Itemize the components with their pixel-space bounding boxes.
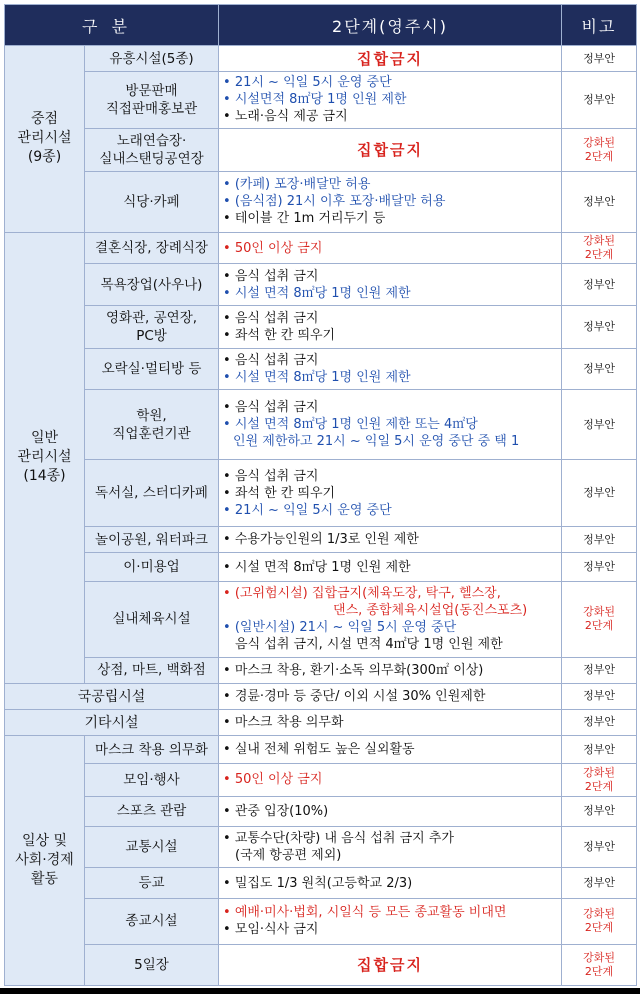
facility-cell <box>85 46 219 72</box>
remark-label: 강화된 <box>583 234 615 248</box>
remark-cell <box>562 657 637 683</box>
remark-cell <box>562 581 637 657</box>
group-label: 관리시설 <box>17 449 72 466</box>
facility-name: 학원, <box>136 407 167 424</box>
remark-label: 정부안 <box>583 194 615 208</box>
rule-line: • 경륜·경마 등 중단/ 이외 시설 30% 인원제한 <box>223 688 486 704</box>
remark-cell <box>562 683 637 709</box>
table-row <box>5 128 637 171</box>
facility-name: 결혼식장, 장례식장 <box>95 240 208 257</box>
remark-label: 정부안 <box>583 663 615 677</box>
rule-cell <box>219 305 562 348</box>
remark-label: 정부안 <box>583 532 615 546</box>
facility-cell <box>85 459 219 526</box>
facility-name: 실내스탠딩공연장 <box>99 150 204 167</box>
remark-label: 강화된 <box>583 135 615 149</box>
table-row <box>5 232 637 264</box>
rule-cell <box>219 72 562 129</box>
rule-line: • 밀집도 1/3 원칙(고등학교 2/3) <box>223 875 413 891</box>
rule-line: • 마스크 착용 의무화 <box>223 714 344 730</box>
rule-cell <box>219 459 562 526</box>
facility-cell <box>85 305 219 348</box>
facility-name: 방문판매 <box>125 82 178 99</box>
rule-line: 인원 제한하고 21시 ~ 익일 5시 운영 중단 중 택 1 <box>233 434 520 450</box>
remark-label: 정부안 <box>583 92 615 106</box>
facility-cell <box>85 172 219 233</box>
facility-cell <box>85 128 219 171</box>
rule-line: • 음식 섭취 금지 <box>223 468 319 484</box>
rule-line: • 음식 섭취 금지 <box>223 310 319 326</box>
table-row <box>5 305 637 348</box>
facility-name: 유흥시설(5종) <box>109 50 194 67</box>
group-label: 중점 <box>30 111 59 128</box>
table-row <box>5 459 637 526</box>
rule-cell <box>219 390 562 460</box>
rule-line: • 50인 이상 금지 <box>223 772 323 788</box>
facility-cell <box>85 827 219 868</box>
remark-label: 2단계 <box>584 921 614 935</box>
remark-cell <box>562 264 637 305</box>
facility-name: 모임·행사 <box>123 771 180 788</box>
rule-cell <box>219 764 562 797</box>
remark-cell <box>562 305 637 348</box>
facility-name: 마스크 착용 의무화 <box>95 741 208 758</box>
remark-label: 정부안 <box>583 486 615 500</box>
rule-line: • (고위험시설) 집합금지(체육도장, 탁구, 헬스장, <box>223 586 501 602</box>
facility-cell <box>85 349 219 390</box>
rule-cell <box>219 128 562 171</box>
facility-name: 종교시설 <box>125 913 178 930</box>
group-cell-focus <box>5 46 85 233</box>
rule-cell <box>219 683 562 709</box>
remark-label: 강화된 <box>583 765 615 779</box>
rule-cell <box>219 657 562 683</box>
table-row <box>5 796 637 826</box>
facility-cell <box>85 898 219 944</box>
table-row <box>5 349 637 390</box>
remark-cell <box>562 46 637 72</box>
rule-line: • 시설 면적 8㎡당 1명 인원 제한 <box>223 370 411 386</box>
facility-name: 등교 <box>138 875 165 892</box>
facility-name: 교통시설 <box>125 839 178 856</box>
rule-line: • 시설 면적 8㎡당 1명 인원 제한 <box>223 559 411 575</box>
rule-cell <box>219 868 562 898</box>
rule-cell <box>219 581 562 657</box>
table-row <box>5 390 637 460</box>
header-remark: 비고 <box>562 5 637 46</box>
rule-line: • 시설 면적 8㎡당 1명 인원 제한 또는 4㎡당 <box>223 417 478 433</box>
remark-label: 정부안 <box>583 689 615 703</box>
table-row <box>5 868 637 898</box>
rule-line: • 시설 면적 8㎡당 1명 인원 제한 <box>223 285 411 301</box>
group-label: 관리시설 <box>17 130 72 147</box>
rule-line: • 테이블 간 1m 거리두기 등 <box>223 211 386 227</box>
rule-line: • 음식 섭취 금지 <box>223 400 319 416</box>
table-row <box>5 657 637 683</box>
facility-name: 실내체육시설 <box>112 611 191 628</box>
table-row <box>5 683 637 709</box>
table-row <box>5 827 637 868</box>
rule-line: • 관중 입장(10%) <box>223 803 329 819</box>
ban-label: 집합금지 <box>357 50 423 69</box>
facility-name: 오락실·멀티방 등 <box>101 361 202 378</box>
facility-cell <box>85 944 219 985</box>
remark-label: 정부안 <box>583 840 615 854</box>
rule-cell <box>219 172 562 233</box>
rule-cell <box>219 553 562 581</box>
table-row <box>5 72 637 129</box>
remark-label: 강화된 <box>583 605 615 619</box>
remark-label: 정부안 <box>583 51 615 65</box>
remark-cell <box>562 172 637 233</box>
remark-cell <box>562 527 637 553</box>
header-stage: 2단계(영주시) <box>219 5 562 46</box>
rule-line: • (음식점) 21시 이후 포장·배달만 허용 <box>223 194 446 210</box>
rule-line: • 노래·음식 제공 금지 <box>223 109 348 125</box>
facility-cell <box>85 735 219 763</box>
remark-cell <box>562 349 637 390</box>
table-row <box>5 581 637 657</box>
facility-name: 이·미용업 <box>123 559 180 576</box>
rule-cell <box>219 796 562 826</box>
facility-cell <box>85 796 219 826</box>
group-cell-public <box>5 683 219 709</box>
rule-line: • 모임·식사 금지 <box>223 922 319 938</box>
facility-name: 상점, 마트, 백화점 <box>97 662 206 679</box>
group-label: (9종) <box>27 149 62 166</box>
facility-cell <box>85 264 219 305</box>
remark-label: 강화된 <box>583 907 615 921</box>
bottom-bar <box>0 988 640 994</box>
remark-cell <box>562 944 637 985</box>
table-row <box>5 898 637 944</box>
facility-name: 영화관, 공연장, <box>105 309 198 326</box>
facility-cell <box>85 232 219 264</box>
remark-cell <box>562 898 637 944</box>
group-cell-other <box>5 709 219 735</box>
rule-line: • 실내 전체 위험도 높은 실외활동 <box>223 742 415 758</box>
table-row <box>5 527 637 553</box>
rule-cell <box>219 735 562 763</box>
remark-cell <box>562 232 637 264</box>
remark-label: 2단계 <box>584 149 614 163</box>
remark-label: 정부안 <box>583 742 615 756</box>
group-label: 기타시설 <box>84 715 139 732</box>
remark-label: 정부안 <box>583 319 615 333</box>
rule-line: • 수용가능인원의 1/3로 인원 제한 <box>223 532 419 548</box>
facility-cell <box>85 527 219 553</box>
rule-cell <box>219 264 562 305</box>
remark-cell <box>562 764 637 797</box>
remark-cell <box>562 72 637 129</box>
rule-line: • 예배·미사·법회, 시일식 등 모든 종교활동 비대면 <box>223 905 507 921</box>
remark-label: 정부안 <box>583 560 615 574</box>
facility-name: 독서실, 스터디카페 <box>95 485 208 502</box>
rule-line: (국제 항공편 제외) <box>235 848 342 864</box>
facility-cell <box>85 390 219 460</box>
facility-name: 직업훈련기관 <box>112 425 191 442</box>
rule-line: • 50인 이상 금지 <box>223 240 323 256</box>
ban-label: 집합금지 <box>357 956 423 975</box>
rule-line: • 좌석 한 칸 띄우기 <box>223 485 336 501</box>
rule-line: • (일반시설) 21시 ~ 익일 5시 운영 중단 <box>223 620 457 636</box>
rule-cell <box>219 232 562 264</box>
remark-cell <box>562 709 637 735</box>
remark-cell <box>562 827 637 868</box>
table-row <box>5 46 637 72</box>
rule-line: • 교통수단(차량) 내 음식 섭취 금지 추가 <box>223 831 454 847</box>
table-row <box>5 764 637 797</box>
rule-cell <box>219 944 562 985</box>
remark-label: 정부안 <box>583 277 615 291</box>
remark-label: 정부안 <box>583 715 615 729</box>
group-label: (14종) <box>23 468 66 485</box>
facility-cell <box>85 764 219 797</box>
facility-name: 스포츠 관람 <box>116 803 187 820</box>
rule-line: • 21시 ~ 익일 5시 운영 중단 <box>223 502 392 518</box>
rule-cell <box>219 527 562 553</box>
rule-cell <box>219 898 562 944</box>
remark-label: 정부안 <box>583 804 615 818</box>
rule-cell <box>219 709 562 735</box>
facility-cell <box>85 657 219 683</box>
remark-cell <box>562 459 637 526</box>
group-label: 일상 및 <box>21 832 68 849</box>
rule-line: • 21시 ~ 익일 5시 운영 중단 <box>223 75 392 91</box>
group-label: 일반 <box>30 430 59 447</box>
rule-line: • 좌석 한 칸 띄우기 <box>223 327 336 343</box>
group-label: 사회·경제 <box>15 851 74 868</box>
facility-cell <box>85 581 219 657</box>
remark-label: 2단계 <box>584 248 614 262</box>
remark-label: 강화된 <box>583 950 615 964</box>
remark-label: 정부안 <box>583 362 615 376</box>
facility-name: 5일장 <box>134 956 169 973</box>
header-category: 구분 <box>5 5 219 46</box>
facility-name: 직접판매홍보관 <box>105 100 198 117</box>
group-label: 활동 <box>30 870 59 887</box>
ban-label: 집합금지 <box>357 141 423 160</box>
table-row <box>5 709 637 735</box>
table-row <box>5 944 637 985</box>
remark-label: 2단계 <box>584 964 614 978</box>
rule-cell <box>219 349 562 390</box>
remark-cell <box>562 390 637 460</box>
rule-line: • 음식 섭취 금지 <box>223 268 319 284</box>
rule-cell <box>219 46 562 72</box>
facility-name: 놀이공원, 워터파크 <box>95 531 208 548</box>
distancing-rules-table <box>4 4 637 986</box>
facility-cell <box>85 72 219 129</box>
rule-line: • 마스크 착용, 환기·소독 의무화(300㎡ 이상) <box>223 662 484 678</box>
table-row <box>5 553 637 581</box>
rule-line: 댄스, 종합체육시설업(동진스포츠) <box>333 603 528 619</box>
group-label: 국공립시설 <box>77 689 146 706</box>
rule-line: • 시설면적 8㎡당 1명 인원 제한 <box>223 92 407 108</box>
facility-name: 식당·카페 <box>123 193 180 210</box>
facility-cell <box>85 553 219 581</box>
group-cell-daily <box>5 735 85 985</box>
remark-cell <box>562 796 637 826</box>
group-cell-general <box>5 232 85 683</box>
facility-name: 노래연습장· <box>116 132 187 149</box>
table-row <box>5 172 637 233</box>
facility-name: PC방 <box>136 327 167 344</box>
rule-cell <box>219 827 562 868</box>
remark-label: 정부안 <box>583 417 615 431</box>
remark-cell <box>562 868 637 898</box>
facility-name: 목욕장업(사우나) <box>100 276 203 293</box>
table-row <box>5 264 637 305</box>
rule-line: • (카페) 포장·배달만 허용 <box>223 177 371 193</box>
remark-label: 2단계 <box>584 619 614 633</box>
remark-cell <box>562 735 637 763</box>
remark-cell <box>562 553 637 581</box>
remark-label: 2단계 <box>584 779 614 793</box>
table-row <box>5 735 637 763</box>
remark-label: 정부안 <box>583 876 615 890</box>
rule-line: 음식 섭취 금지, 시설 면적 4㎡당 1명 인원 제한 <box>235 637 503 653</box>
rule-line: • 음식 섭취 금지 <box>223 353 319 369</box>
table-header-row <box>5 5 637 46</box>
remark-cell <box>562 128 637 171</box>
facility-cell <box>85 868 219 898</box>
